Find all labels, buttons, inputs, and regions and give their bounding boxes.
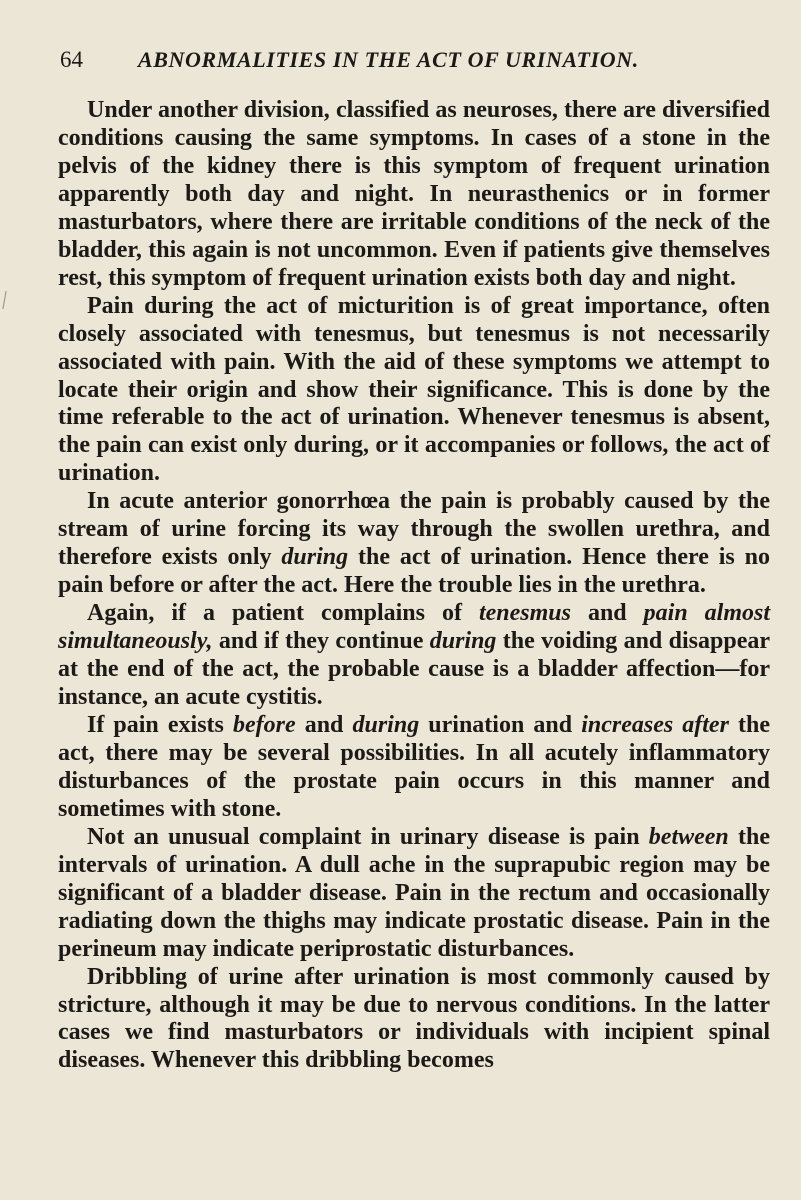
paragraph-5-text-c: urination and [419, 711, 582, 738]
body-text [58, 97, 770, 1075]
paragraph-4-emphasis-2: pain almost simultaneously, [58, 600, 771, 655]
paragraph-4-text-a: Again, if a patient complains of [87, 600, 479, 627]
paragraph-3-text-a: In acute anterior gonorrhœa the pain is probably caused by the stream of urine forcing its way through the swollen urethra, and therefore exists only [58, 488, 770, 571]
paragraph-4-text-b: and [570, 600, 644, 627]
paragraph-5-text-a: If pain exists [87, 711, 233, 738]
paragraph-5-emphasis-3: increases after [581, 711, 729, 738]
paragraph-6 [58, 824, 770, 964]
paragraph-3-emphasis: during [281, 544, 349, 571]
page-header [60, 44, 760, 76]
paragraph-4-text-c: and if they continue [212, 628, 430, 655]
paragraph-4 [58, 600, 770, 712]
paragraph-6-text-b: the intervals of urination. A dull ache in the suprapubic region may be significant of a bladder disease. Pain in the rectum and occasionally radiating down the thighs may indicate prostatic disease. Pain in the perineum may indicate periprostatic disturbances. [58, 823, 770, 962]
paragraph-5-text-d: the act, there may be several possibilities. In all acutely inflammatory disturbances of the prostate pain occurs in this manner and sometimes with stone. [58, 711, 771, 822]
paragraph-6-emphasis: between [648, 823, 729, 850]
page-number: 64 [60, 47, 83, 72]
paragraph-3-text-b: the act of urination. Hence there is no pain before or after the act. Here the trouble lies in the urethra. [58, 544, 771, 599]
paragraph-7: Dribbling of urine after urination is most commonly caused by stricture, although it may be due to nervous conditions. In the latter cases we find masturbators or individuals with incipient spinal diseases. Whenever this dribbling becomes [58, 963, 770, 1074]
margin-mark [2, 291, 14, 309]
paragraph-2: Pain during the act of micturition is of great importance, often closely associated with tenesmus, but tenesmus is not necessarily associated with pain. With the aid of these symptoms we attempt to locate their origin and show their significance. This is done by the time referable to the act of urination. Whenever tenesmus is absent, the pain can exist only during, or it accompanies or follows, the act of urination. [58, 292, 770, 487]
paragraph-1: Under another division, classified as neuroses, there are diversified conditions causing the same symptoms. In cases of a stone in the pelvis of the kidney there is this symptom of frequent urination apparently both day and night. In neurasthenics or in former masturbators, where there are irritable conditions of the neck of the bladder, this again is not uncommon. Even if patients give themselves rest, this symptom of frequent urination exists both day and night. [58, 97, 770, 291]
running-title: ABNORMALITIES IN THE ACT OF URINATION. [138, 47, 639, 72]
paragraph-5-emphasis-1: before [232, 711, 296, 738]
paragraph-5 [58, 712, 770, 824]
paragraph-3 [58, 488, 770, 600]
paragraph-4-text-d: the voiding and disappear at the end of the act, the probable cause is a bladder affection—for instance, an acute cystitis. [58, 628, 770, 711]
paragraph-5-emphasis-2: during [352, 711, 420, 738]
paragraph-5-text-b: and [295, 711, 353, 738]
paragraph-4-emphasis-1: tenesmus [478, 600, 571, 627]
paragraph-6-text-a: Not an unusual complaint in urinary disease is pain [87, 823, 649, 850]
paragraph-4-emphasis-3: during [429, 628, 497, 655]
